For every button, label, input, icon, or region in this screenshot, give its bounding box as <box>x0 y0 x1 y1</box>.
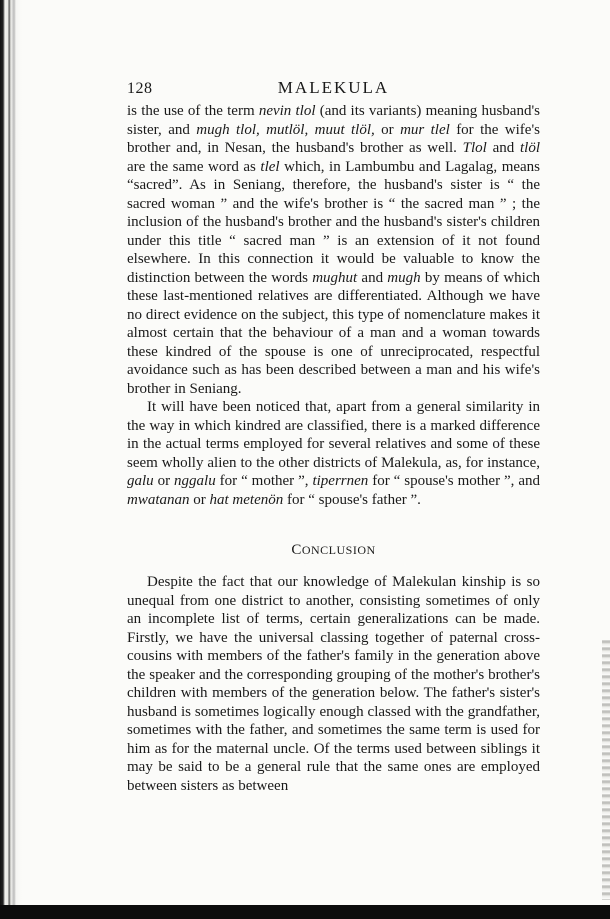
term-italic: mugh tlol, mutlöl, muut tlöl, <box>196 121 375 138</box>
paragraph-1: is the use of the term nevin tlol (and its variants) meaning husband's sister, and mugh tlol, mutlöl, muut tlöl, or mur tlel for the wife's brother and, in Nesan, the husband's brother as well. Tlol and tlöl are the same word as tlel which, in Lambumbu and Lagalag, means “sacred”. As in Seniang, therefore, the husband's sister is “ the sacred woman ” and the wife's brother is “ the sacred man ” ; the inclusion of the husband's brother and the husband's sister's children under this title “ sacred man ” is an extension of it not found elsewhere. In this connection it would be valuable to know the distinction between the words mughut and mugh by means of which these last-mentioned relatives are differentiated. Although we have no direct evidence on the subject, this type of nomenclature makes it almost certain that the behaviour of a man and a woman towards these kindred of the spouse is one of unreciprocated, respectful avoidance such as has been described between a man and his wife's brother in Seniang. <box>127 103 541 397</box>
running-header <box>127 74 540 100</box>
paragraph-2: It will have been noticed that, apart from a general similarity in the way in which kindred are classified, there is a marked difference in the actual terms employed for several relatives and some of these seem wholly alien to the other districts of Malekula, as, for instance, galu or nggalu for “ mother ”, tiperrnen for “ spouse's mother ”, and mwatanan or hat metenön for “ spouse's father ”. <box>127 399 541 508</box>
term-italic: hat metenön <box>209 491 284 508</box>
page-edge-shadow <box>602 640 610 900</box>
page-number: 128 <box>127 80 153 97</box>
term-italic: mur tlel <box>400 121 450 138</box>
term-italic: nggalu <box>174 473 216 489</box>
term-italic: mugh <box>387 269 421 286</box>
term-italic: nevin tlol <box>258 103 316 119</box>
running-title: MALEKULA <box>277 78 390 97</box>
term-italic: tiperrnen <box>312 473 369 489</box>
term-italic: mwatanan <box>127 491 190 508</box>
term-italic: galu <box>127 473 154 489</box>
term-italic: Tlol <box>462 140 487 156</box>
scan-bottom-edge <box>0 905 610 919</box>
section-heading-conclusion: CONCLUSION <box>291 542 376 558</box>
book-binding-edge <box>0 0 22 919</box>
term-italic: tlöl <box>519 140 540 156</box>
term-italic: tlel <box>260 158 280 175</box>
term-italic: mughut <box>312 269 358 286</box>
paragraph-3: Despite the fact that our knowledge of Malekulan kinship is so unequal from one district to another, consisting sometimes of only an incomplete list of terms, certain generalizations can be made. Firstly, we have the universal classing together of paternal cross-cousins with members of the father's family in the generation above the speaker and the corresponding grouping of the mother's brother's children with members of the generation below. The father's sister's husband is sometimes logically enough classed with the grandfather, sometimes with the father, and sometimes the same term is used for him as for the maternal uncle. Of the terms used between siblings it may be said to be a general rule that the same ones are employed between sisters as between <box>127 574 540 794</box>
book-page <box>127 74 540 795</box>
